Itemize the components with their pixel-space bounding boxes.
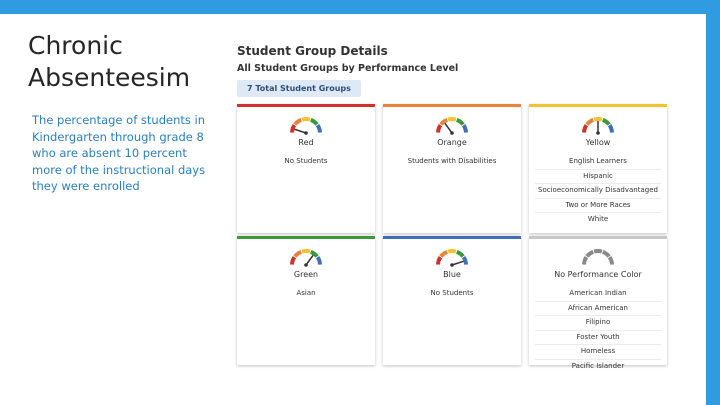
- performance-card-no-color: [529, 236, 667, 370]
- slide-title: [28, 30, 208, 94]
- gauge-hub: [304, 263, 308, 267]
- gauge-segment: [610, 257, 612, 264]
- gauge-segment: [311, 120, 317, 125]
- gauge-needle: [306, 255, 313, 265]
- performance-level-label: Red: [298, 138, 314, 147]
- performance-level-label: Orange: [437, 138, 467, 147]
- gauge-segment: [603, 120, 609, 125]
- gauge-segment: [464, 257, 466, 264]
- gauge-icon: [288, 246, 324, 268]
- gauge-segment: [438, 125, 440, 132]
- gauge-segment: [292, 125, 294, 132]
- gauge-segment: [302, 251, 310, 252]
- performance-level-label: Yellow: [585, 138, 611, 147]
- list-item: No Students: [430, 289, 474, 297]
- student-group-list: [535, 287, 661, 373]
- performance-card-yellow: [529, 104, 667, 233]
- total-student-groups-button[interactable]: 7 Total Student Groups: [237, 80, 361, 97]
- gauge-segment: [302, 119, 310, 120]
- gauge-needle: [295, 129, 306, 133]
- list-item: Hispanic: [535, 170, 661, 185]
- list-item: White: [587, 215, 609, 223]
- list-item: African American: [535, 302, 661, 317]
- top-accent-bar: [0, 0, 720, 14]
- list-item: American Indian: [535, 287, 661, 302]
- gauge-hub: [596, 131, 600, 135]
- performance-level-label: No Performance Color: [554, 270, 642, 279]
- list-item: English Learners: [535, 155, 661, 170]
- list-item: Socioeconomically Disadvantaged: [535, 184, 661, 199]
- gauge-segment: [318, 257, 320, 264]
- gauge-icon: [580, 246, 616, 268]
- list-item: Filipino: [535, 316, 661, 331]
- gauge-hub: [450, 131, 454, 135]
- student-group-list: [389, 287, 515, 301]
- gauge-segment: [318, 125, 320, 132]
- student-group-details-panel: [224, 36, 680, 381]
- gauge-segment: [295, 252, 301, 257]
- list-item: Pacific Islander: [571, 361, 625, 370]
- gauge-hub: [304, 131, 308, 135]
- gauge-segment: [584, 257, 586, 264]
- performance-card-blue: [383, 236, 521, 365]
- list-item: Asian: [296, 289, 316, 297]
- performance-card-red: [237, 104, 375, 233]
- slide-title-line-2: Absenteesim: [28, 63, 191, 92]
- slide-title-line-1: Chronic: [28, 31, 123, 60]
- gauge-segment: [292, 257, 294, 264]
- performance-card-green: [237, 236, 375, 365]
- gauge-icon: [288, 114, 324, 136]
- list-item: Two or More Races: [535, 199, 661, 214]
- gauge-hub: [450, 263, 454, 267]
- gauge-segment: [603, 252, 609, 257]
- gauge-needle: [452, 261, 463, 265]
- student-group-list: [389, 155, 515, 169]
- gauge-icon: [580, 114, 616, 136]
- gauge-segment: [448, 119, 456, 120]
- list-item: Foster Youth: [535, 331, 661, 346]
- gauge-segment: [311, 252, 317, 257]
- gauge-icon: [434, 114, 470, 136]
- gauge-segment: [448, 251, 456, 252]
- gauge-segment: [594, 119, 602, 120]
- performance-card-orange: [383, 104, 521, 233]
- gauge-needle: [445, 123, 452, 133]
- student-group-list: [243, 155, 369, 169]
- gauge-segment: [587, 120, 593, 125]
- gauge-segment: [464, 125, 466, 132]
- gauge-segment: [457, 120, 463, 125]
- gauge-segment: [441, 120, 447, 125]
- performance-level-label: Green: [293, 270, 319, 279]
- gauge-segment: [584, 125, 586, 132]
- right-accent-bar: [706, 0, 720, 405]
- gauge-segment: [295, 120, 301, 125]
- student-group-list: [243, 287, 369, 301]
- gauge-segment: [594, 251, 602, 252]
- gauge-segment: [457, 252, 463, 257]
- gauge-segment: [438, 257, 440, 264]
- student-group-list: [535, 155, 661, 227]
- gauge-segment: [587, 252, 593, 257]
- panel-heading: Student Group Details: [237, 44, 388, 58]
- gauge-segment: [610, 125, 612, 132]
- list-item: Students with Disabilities: [407, 157, 497, 165]
- panel-subheading: All Student Groups by Performance Level: [237, 63, 459, 74]
- list-item: Homeless: [535, 345, 661, 360]
- performance-level-label: Blue: [443, 270, 461, 279]
- slide-description: The percentage of students in Kindergarten through grade 8 who are absent 10 percent more of the instructional days they were enrolled: [32, 113, 206, 193]
- gauge-segment: [441, 252, 447, 257]
- gauge-icon: [434, 246, 470, 268]
- list-item: No Students: [284, 157, 328, 165]
